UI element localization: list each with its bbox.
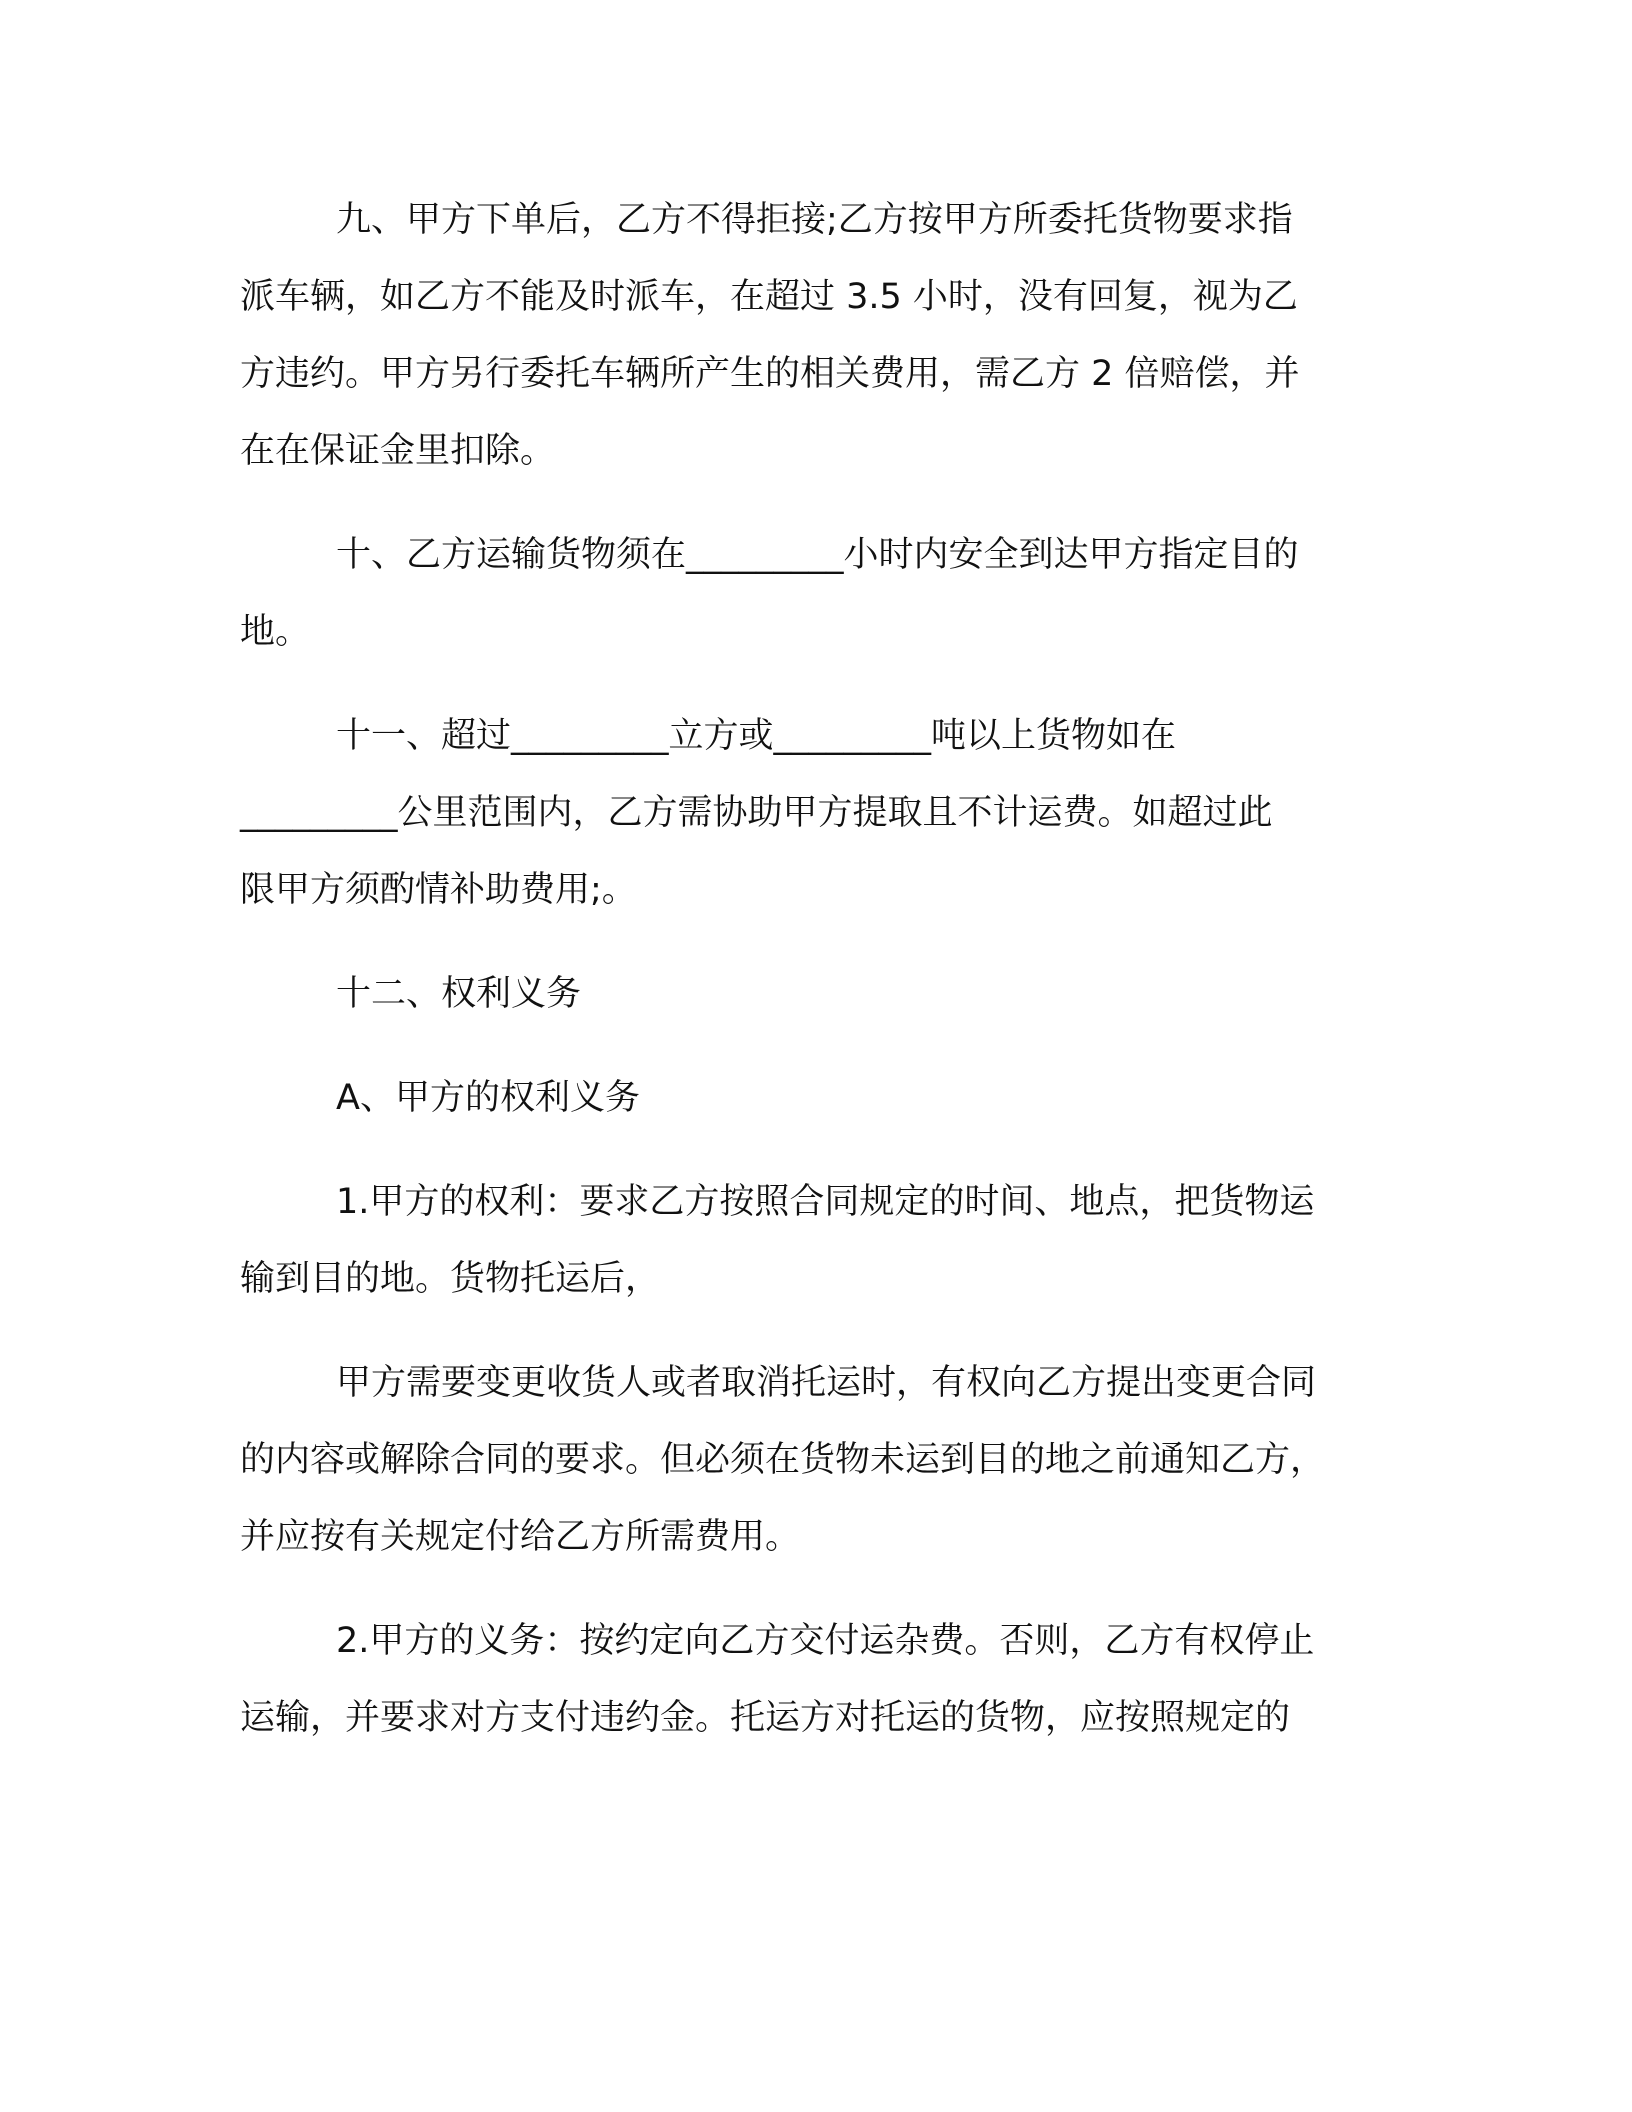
text-line: 1.甲方的权利：要求乙方按照合同规定的时间、地点，把货物运 [336, 1182, 1315, 1222]
text-line: 输到目的地。货物托运后， [240, 1259, 661, 1299]
text-line: 十一、超过_________立方或_________吨以上货物如在 [336, 716, 1177, 756]
text-line: A、甲方的权利义务 [336, 1078, 640, 1118]
clause-10 [240, 517, 1390, 671]
clause-9 [240, 182, 1390, 490]
text-line: 地。 [240, 612, 311, 652]
text-line: 并应按有关规定付给乙方所需费用。 [240, 1517, 801, 1557]
text-line: 十、乙方运输货物须在_________小时内安全到达甲方指定目的 [336, 535, 1299, 575]
clause-12-heading [240, 956, 1390, 1033]
text-line: _________公里范围内，乙方需协助甲方提取且不计运费。如超过此 [240, 793, 1273, 833]
text-line: 的内容或解除合同的要求。但必须在货物未运到目的地之前通知乙方， [240, 1440, 1326, 1480]
text-line: 九、甲方下单后，乙方不得拒接;乙方按甲方所委托货物要求指 [336, 200, 1293, 240]
section-a-heading [240, 1060, 1390, 1137]
text-line: 方违约。甲方另行委托车辆所产生的相关费用，需乙方 2 倍赔偿，并 [240, 354, 1300, 394]
text-line: 十二、权利义务 [336, 974, 582, 1014]
text-line: 派车辆，如乙方不能及时派车，在超过 3.5 小时，没有回复，视为乙 [240, 277, 1298, 317]
text-line: 2.甲方的义务：按约定向乙方交付运杂费。否则，乙方有权停止 [336, 1621, 1315, 1661]
text-line: 运输，并要求对方支付违约金。托运方对托运的货物，应按照规定的 [240, 1698, 1291, 1738]
party-a-rights [240, 1164, 1390, 1318]
party-a-obligations [240, 1603, 1390, 1757]
clause-11 [240, 698, 1390, 929]
text-line: 限甲方须酌情补助费用;。 [240, 870, 637, 910]
text-line: 甲方需要变更收货人或者取消托运时，有权向乙方提出变更合同 [336, 1363, 1317, 1403]
document-body [240, 182, 1390, 1757]
party-a-rights-continued [240, 1345, 1390, 1576]
text-line: 在在保证金里扣除。 [240, 431, 556, 471]
